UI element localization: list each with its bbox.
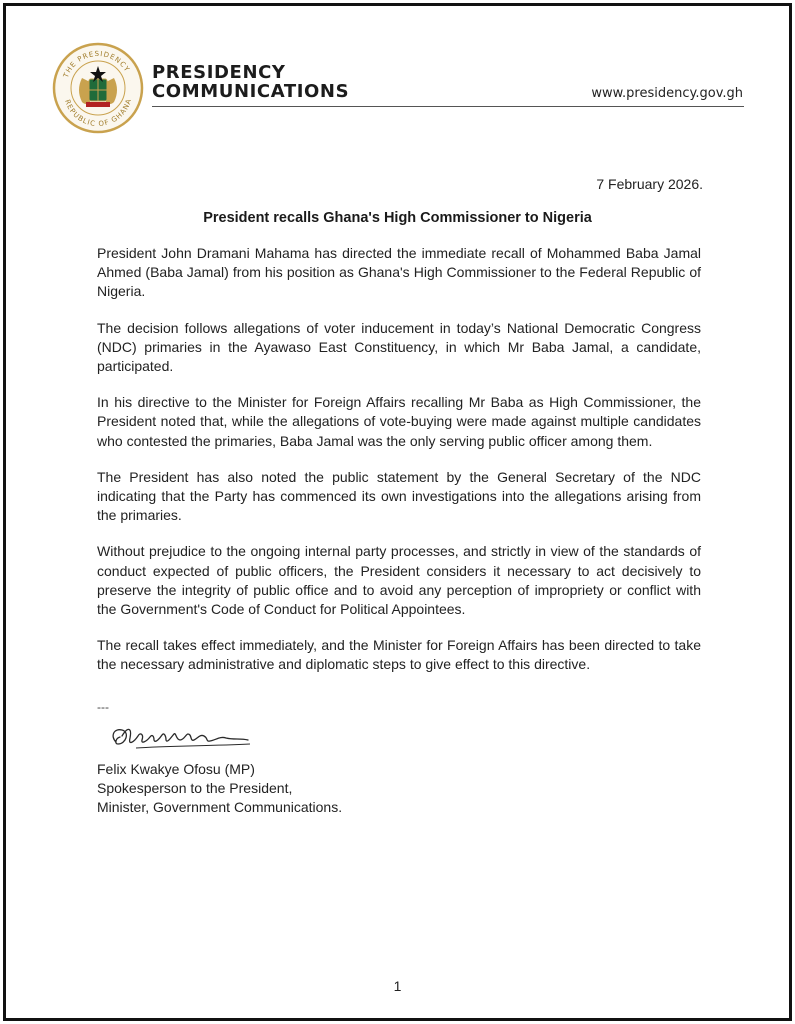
website-url[interactable]: www.presidency.gov.gh <box>591 86 743 101</box>
signatory-block <box>97 760 342 817</box>
svg-text:THE PRESIDENCY: THE PRESIDENCY <box>61 49 132 79</box>
signatory-role: Spokesperson to the President, <box>97 780 293 796</box>
paragraph: In his directive to the Minister for Foreign Affairs recalling Mr Baba as High Commissioner, the President noted that, while the allegations of vote-buying were made against multiple candidates who contested the primaries, Baba Jamal was the only serving public officer among them. <box>97 394 701 449</box>
release-title: President recalls Ghana's High Commissioner to Nigeria <box>203 210 592 226</box>
paragraph: The President has also noted the public statement by the General Secretary of the NDC indicating that the Party has commenced its own investigations into the allegations arising from the primaries. <box>97 468 701 524</box>
header-rule <box>152 106 744 107</box>
paragraph: The decision follows allegations of voter inducement in today’s National Democratic Congress (NDC) primaries in the Ayawaso East Constituency, in which Mr Baba Jamal, a candidate, participated. <box>97 319 701 375</box>
page-number: 1 <box>393 978 402 994</box>
release-body <box>97 244 701 692</box>
signatory-title: Minister, Government Communications. <box>97 799 343 815</box>
paragraph: Without prejudice to the ongoing internal party processes, and strictly in view of the standards of conduct expected of public officers, the President considers it necessary to act decisively to preserve the integrity of public office and to avoid any perception of impropriety or conflict with the Government's Code of Conduct for Political Appointees. <box>97 543 701 618</box>
paragraph: President John Dramani Mahama has directed the immediate recall of Mohammed Baba Jamal Ahmed (Baba Jamal) from his position as Ghana's High Commissioner to the Federal Republic of Nigeria. <box>97 245 701 300</box>
brand-line1: PRESIDENCY <box>152 62 286 83</box>
svg-text:REPUBLIC OF GHANA: REPUBLIC OF GHANA <box>63 97 134 129</box>
presidency-seal-logo <box>52 42 144 134</box>
signatory-name: Felix Kwakye Ofosu (MP) <box>97 761 255 777</box>
brand-line2: COMMUNICATIONS <box>152 81 350 102</box>
release-date: 7 February 2026. <box>596 176 703 192</box>
separator: --- <box>97 700 109 714</box>
handwritten-signature <box>108 722 258 758</box>
brand-wordmark <box>152 63 349 101</box>
paragraph: The recall takes effect immediately, and the Minister for Foreign Affairs has been directed to take the necessary administrative and diplomatic steps to give effect to this directive. <box>97 637 701 673</box>
